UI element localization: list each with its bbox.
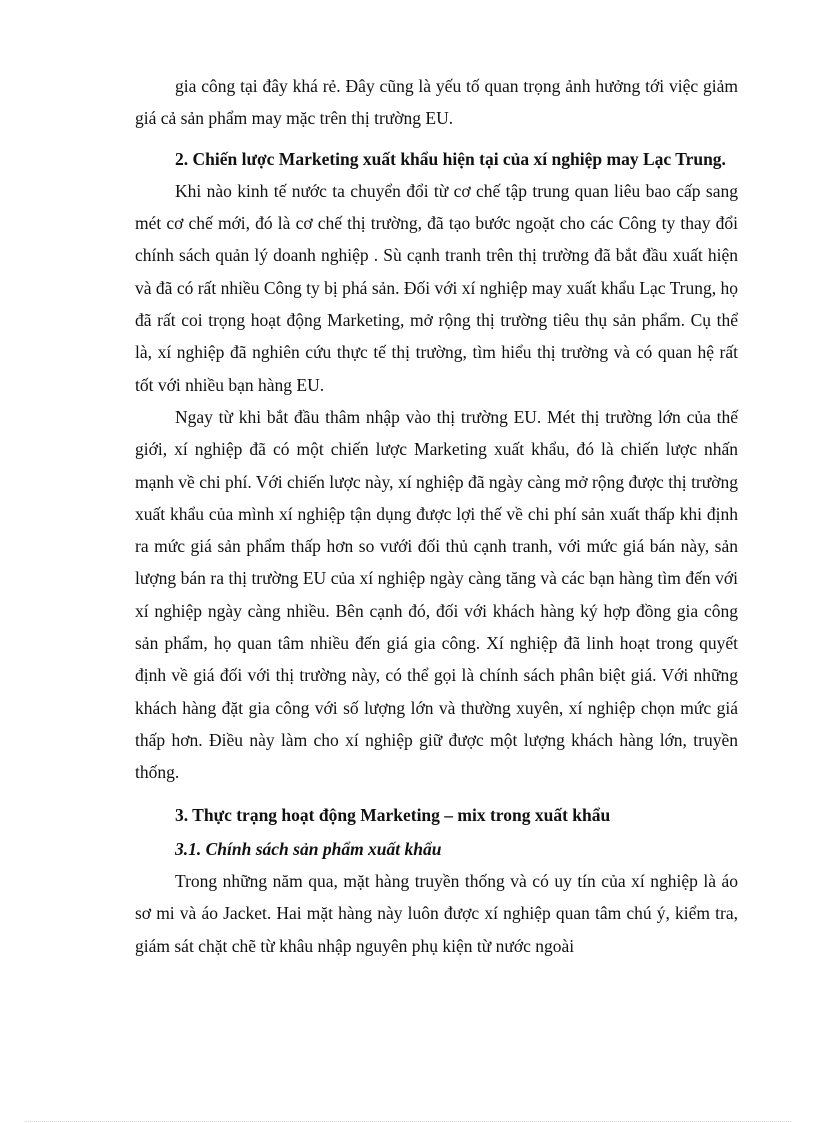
subsection-heading-3-1: 3.1. Chính sách sản phẩm xuất khẩu	[175, 838, 442, 859]
section-heading-2: 2. Chiến lược Marketing xuất khẩu hiện tại của xí nghiệp may Lạc Trung.	[175, 148, 726, 169]
page-bottom-rule	[25, 1121, 791, 1122]
section-heading-3: 3. Thực trạng hoạt động Marketing – mix trong xuất khẩu	[175, 804, 611, 825]
document-page	[135, 70, 738, 962]
paragraph-marketing-strategy: Ngay từ khi bắt đầu thâm nhập vào thị trường EU. Mét thị trường lớn của thế giới, xí nghiệp đã có một chiến lược Marketing xuất khẩu, đó là chiến lược nhấn mạnh về chi phí. Với chiến lược này, xí nghiệp đã ngày càng mở rộng được thị trường xuất khẩu của mình xí nghiệp tận dụng được lợi thế về chi phí sản xuất thấp khi định ra mức giá sản phẩm thấp hơn so vưới đối thủ cạnh tranh, với mức giá bán này, sản lượng bán ra thị trường EU của xí nghiệp ngày càng tăng và các bạn hàng tìm đến với xí nghiệp ngày càng nhiều. Bên cạnh đó, đối với khách hàng ký hợp đồng gia công sản phẩm, họ quan tâm nhiều đến giá gia công. Xí nghiệp đã linh hoạt trong quyết định về giá đối với thị trường này, có thể gọi là chính sách phân biệt giá. Với những khách hàng đặt gia công với số lượng lớn và thường xuyên, xí nghiệp chọn mức giá thấp hơn. Điều này làm cho xí nghiệp giữ được một lượng khách hàng lớn, truyền thống.	[135, 406, 738, 783]
paragraph-market-transition: Khi nào kinh tế nước ta chuyển đổi từ cơ chế tập trung quan liêu bao cấp sang mét cơ chế mới, đó là cơ chế thị trường, đã tạo bước ngoặt cho các Công ty thay đổi chính sách quản lý doanh nghiệp . Sù cạnh tranh trên thị trường đã bắt đầu xuất hiện và đã có rất nhiều Công ty bị phá sản. Đối với xí nghiệp may xuất khẩu Lạc Trung, họ đã rất coi trọng hoạt động Marketing, mở rộng thị trường tiêu thụ sản phẩm. Cụ thể là, xí nghiệp đã nghiên cứu thực tế thị trường, tìm hiểu thị trường và có quan hệ rất tốt với nhiều bạn hàng EU.	[135, 180, 738, 395]
paragraph-continuation: gia công tại đây khá rẻ. Đây cũng là yếu tố quan trọng ảnh hưởng tới việc giảm giá cả sản phẩm may mặc trên thị trường EU.	[135, 76, 738, 129]
paragraph-product-policy: Trong những năm qua, mặt hàng truyền thống và có uy tín của xí nghiệp là áo sơ mi và áo Jacket. Hai mặt hàng này luôn được xí nghiệp quan tâm chú ý, kiểm tra, giám sát chặt chẽ từ khâu nhập nguyên phụ kiện từ nước ngoài	[135, 871, 738, 956]
